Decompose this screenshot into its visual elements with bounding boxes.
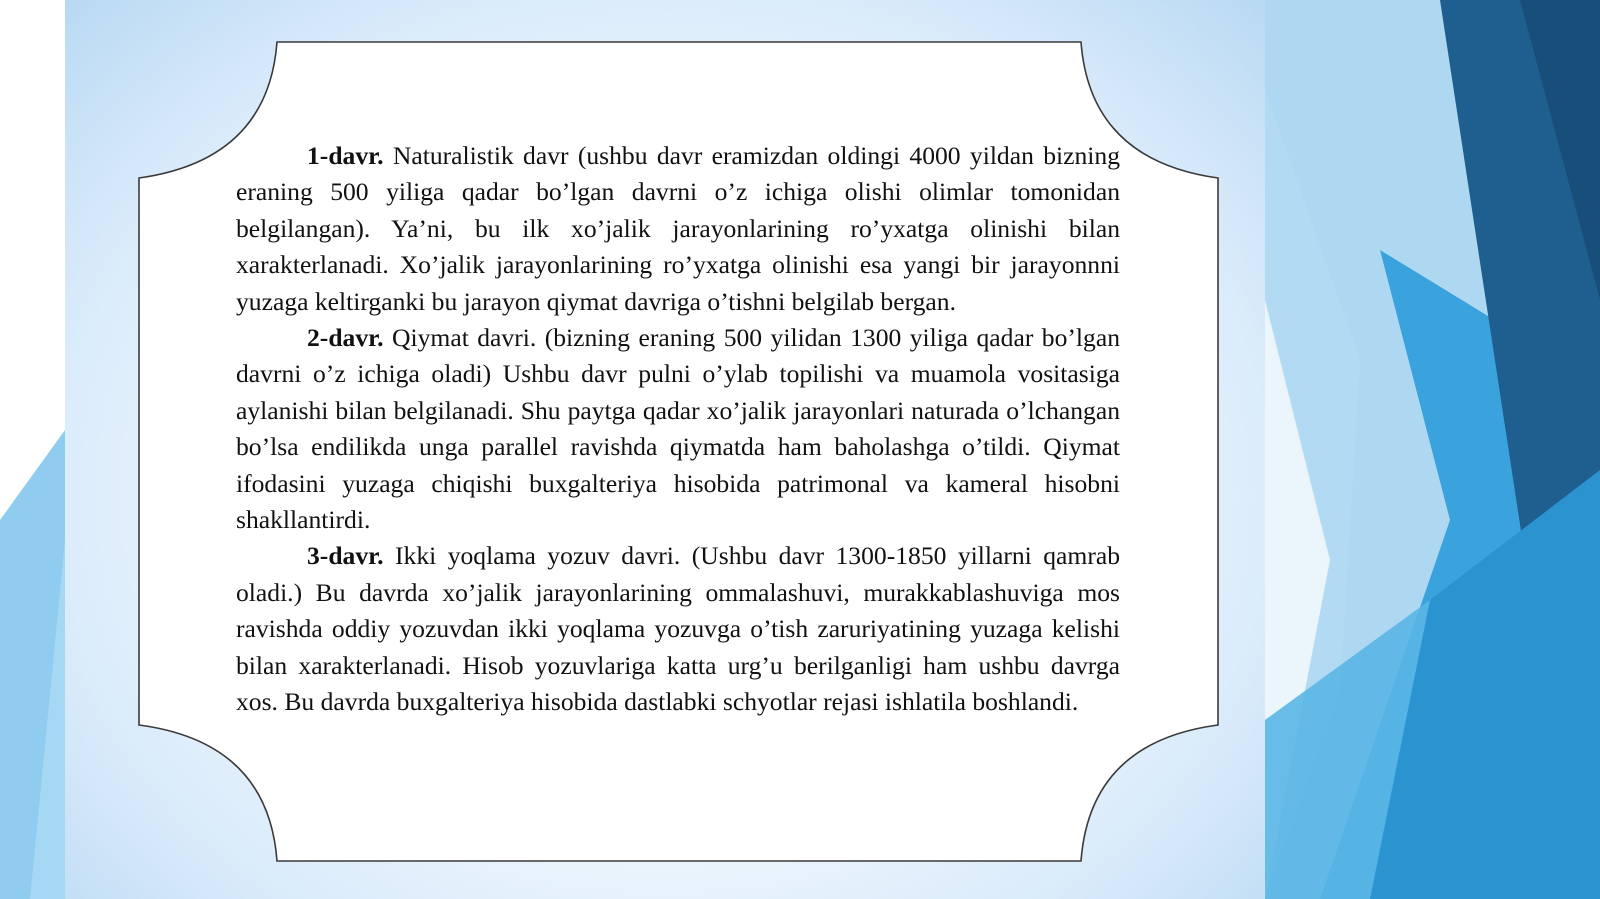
period-3-text: Ikki yoqlama yozuv davri. (Ushbu davr 1300-1850 yillarni qamrab oladi.) Bu davrda xo’jalik jarayonlarining ommalashuvi, murakkablashuviga mos ravishda oddiy yozuvdan ikki yoqlama yozuvga o’tish zaruriyatining yuzaga kelishi bilan xarakterlanadi. Hisob yozuvlariga katta urg’u berilganligi ham ushbu davrga xos. Bu davrda buxgalteriya hisobida dastlabki schyotlar rejasi ishlatila boshlandi.	[236, 541, 1120, 717]
paragraph-period-3	[236, 538, 1120, 720]
period-2-text: Qiymat davri. (bizning eraning 500 yilidan 1300 yiliga qadar bo’lgan davrni o’z ichiga oladi) Ushbu davr pulni o’ylab topilishi va muamola vositasiga aylanishi bilan belgilanadi. Shu paytga qadar xo’jalik jarayonlari naturada o’lchangan bo’lsa endilikda unga parallel ravishda qiymatda ham baholashga o’tildi. Qiymat ifodasini yuzaga chiqishi buxgalteriya hisobida patrimonal va kameral hisobni shakllantirdi.	[236, 323, 1120, 535]
period-1-heading: 1-davr.	[307, 141, 384, 170]
body-text	[236, 138, 1120, 721]
paragraph-period-2	[236, 320, 1120, 538]
period-1-text: Naturalistik davr (ushbu davr eramizdan oldingi 4000 yildan bizning eraning 500 yiliga qadar bo’lgan davrni o’z ichiga olishi olimlar tomonidan belgilangan). Ya’ni, bu ilk xo’jalik jarayonlarining ro’yxatga olinishi bilan xarakterlanadi. Xo’jalik jarayonlarining ro’yxatga olinishi esa yangi bir jarayonnni yuzaga keltirganki bu jarayon qiymat davriga o’tishni belgilab bergan.	[236, 141, 1120, 316]
paragraph-period-1	[236, 138, 1120, 320]
period-3-heading: 3-davr.	[307, 541, 384, 571]
period-2-heading: 2-davr.	[307, 323, 384, 353]
